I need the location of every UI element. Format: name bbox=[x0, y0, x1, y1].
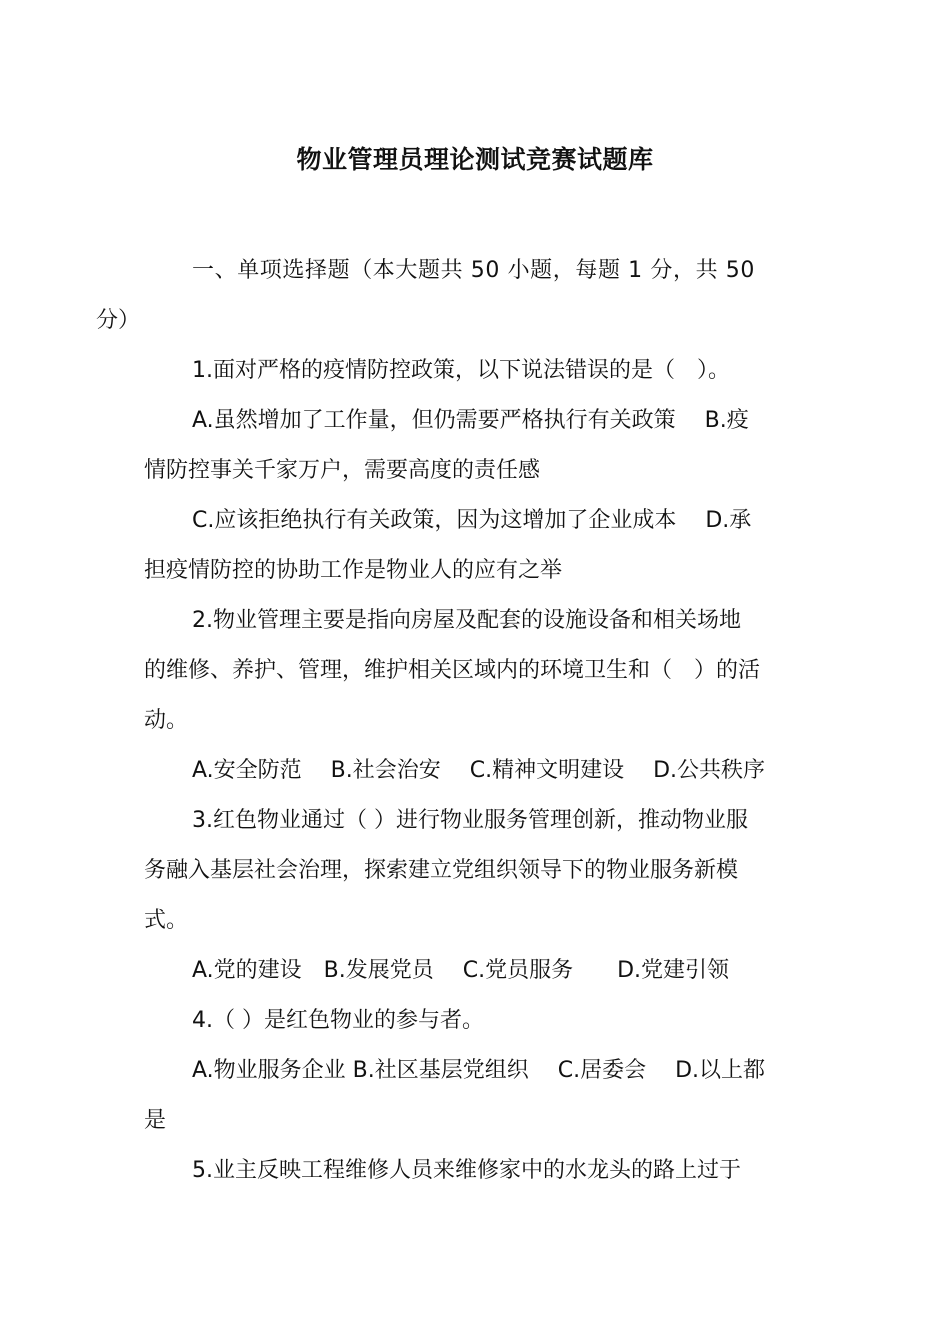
document-body bbox=[96, 246, 808, 1196]
question-3-stem-line-2: 务融入基层社会治理，探索建立党组织领导下的物业服务新模 bbox=[144, 858, 739, 883]
question-4-stem: 4.（ ）是红色物业的参与者。 bbox=[192, 1008, 484, 1033]
question-4 bbox=[144, 996, 808, 1146]
question-3-stem-line-3: 式。 bbox=[144, 908, 189, 933]
question-3-options: A.党的建设 B.发展党员 C.党员服务 D.党建引领 bbox=[192, 958, 730, 983]
question-2-stem-line-3: 动。 bbox=[144, 708, 189, 733]
question-2-stem-line-1: 2.物业管理主要是指向房屋及配套的设施设备和相关场地 bbox=[192, 608, 741, 633]
question-4-options-line-1: A.物业服务企业 B.社区基层党组织 C.居委会 D.以上都 bbox=[192, 1058, 766, 1083]
question-2-stem-line-2: 的维修、养护、管理，维护相关区域内的环境卫生和（ ）的活 bbox=[144, 658, 761, 683]
question-3-stem-line-1: 3.红色物业通过（ ）进行物业服务管理创新，推动物业服 bbox=[192, 808, 748, 833]
question-1-options-line-1: A.虽然增加了工作量，但仍需要严格执行有关政策 B.疫 bbox=[192, 408, 749, 433]
question-3 bbox=[144, 796, 808, 996]
question-2-options: A.安全防范 B.社会治安 C.精神文明建设 D.公共秩序 bbox=[192, 758, 766, 783]
question-2 bbox=[144, 596, 808, 796]
question-1-stem: 1.面对严格的疫情防控政策，以下说法错误的是（ ）。 bbox=[192, 358, 730, 383]
question-5-stem-line-1: 5.业主反映工程维修人员来维修家中的水龙头的路上过于 bbox=[192, 1158, 741, 1183]
page-title: 物业管理员理论测试竞赛试题库 bbox=[296, 145, 654, 174]
question-1-options-line-3: C.应该拒绝执行有关政策，因为这增加了企业成本 D.承 bbox=[192, 508, 752, 533]
section-heading-line-1: 一、单项选择题（本大题共 50 小题，每题 1 分，共 50 bbox=[192, 258, 755, 283]
section-heading bbox=[96, 246, 808, 346]
question-1 bbox=[144, 346, 808, 596]
question-5 bbox=[144, 1146, 808, 1196]
question-1-options-line-4: 担疫情防控的协助工作是物业人的应有之举 bbox=[144, 558, 563, 583]
question-4-options-line-2: 是 bbox=[144, 1108, 167, 1133]
question-1-options-line-2: 情防控事关千家万户，需要高度的责任感 bbox=[144, 458, 541, 483]
section-heading-line-2: 分） bbox=[96, 308, 141, 333]
